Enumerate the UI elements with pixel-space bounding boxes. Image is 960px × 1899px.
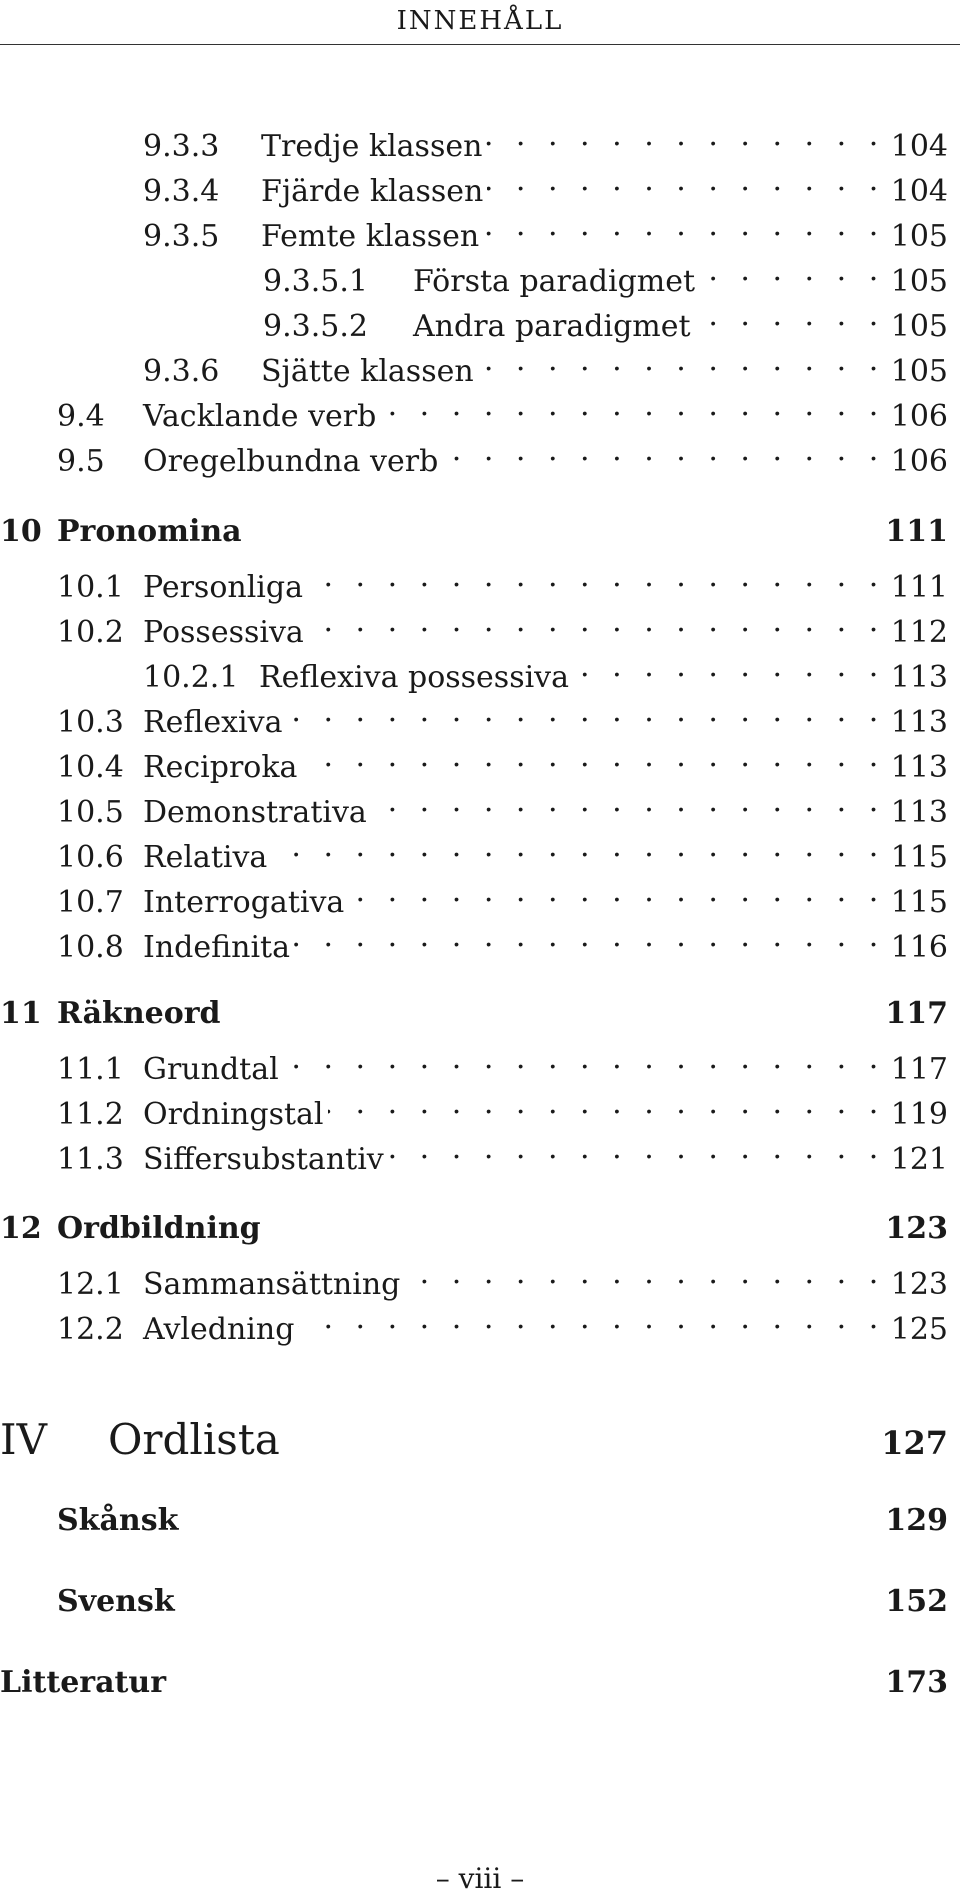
toc-title: Possessiva <box>143 615 304 650</box>
toc-chapter-title: Pronomina <box>57 514 242 549</box>
toc-leader <box>348 872 884 912</box>
toc-number: 9.3.6 <box>143 354 220 389</box>
toc-entry[interactable] <box>57 782 948 830</box>
toc-page: 113 <box>890 705 948 740</box>
toc-number: 10.2.1 <box>143 660 239 695</box>
toc-page: 104 <box>890 129 948 164</box>
toc-title: Sammansättning <box>143 1267 401 1302</box>
toc-title: Relativa <box>143 840 268 875</box>
toc-part-page: 127 <box>881 1424 948 1462</box>
toc-page: 115 <box>890 840 948 875</box>
toc-leader <box>271 827 884 867</box>
toc-leader <box>695 296 885 336</box>
toc-entry[interactable] <box>57 1039 948 1087</box>
toc-entry[interactable] <box>57 1254 948 1302</box>
toc-chapter-page: 129 <box>885 1503 948 1538</box>
toc-chapter-title: Svensk <box>57 1584 175 1619</box>
toc-title: Personliga <box>143 570 303 605</box>
toc-entry[interactable] <box>57 917 948 965</box>
toc-leader <box>699 251 885 291</box>
toc-number: 9.3.5.2 <box>263 309 368 344</box>
toc-title: Oregelbundna verb <box>143 444 439 479</box>
toc-leader <box>483 206 884 246</box>
toc-number: 10.6 <box>57 840 124 875</box>
toc-number: 10.1 <box>57 570 124 605</box>
toc-title: Reflexiva possessiva <box>259 660 570 695</box>
toc-page: 113 <box>890 795 948 830</box>
toc-chapter-number: 10 <box>0 514 42 549</box>
toc-leader <box>380 386 884 426</box>
toc-page: 105 <box>890 354 948 389</box>
toc-number: 10.8 <box>57 930 124 965</box>
toc-entry[interactable] <box>143 116 948 164</box>
toc-chapter[interactable] <box>0 512 948 552</box>
toc-chapter-number: 12 <box>0 1211 42 1246</box>
toc-part[interactable] <box>0 1412 948 1468</box>
toc-chapter-page: 152 <box>885 1584 948 1619</box>
toc-title: Vacklande verb <box>143 399 377 434</box>
toc-entry[interactable] <box>57 872 948 920</box>
toc-page: 106 <box>890 444 948 479</box>
toc-part-title: Ordlista <box>108 1415 280 1464</box>
toc-leader <box>298 1299 884 1339</box>
toc-section-skansk[interactable] <box>57 1501 948 1541</box>
toc-leader <box>442 431 884 471</box>
toc-title: Reciproka <box>143 750 298 785</box>
toc-leader <box>388 1129 885 1169</box>
toc-chapter-page: 117 <box>885 996 948 1031</box>
toc-entry[interactable] <box>57 602 948 650</box>
toc-number: 9.5 <box>57 444 105 479</box>
toc-chapter-page: 173 <box>885 1665 948 1700</box>
toc-page: 104 <box>890 174 948 209</box>
toc-chapter[interactable] <box>0 994 948 1034</box>
toc-chapter-title: Räkneord <box>57 996 221 1031</box>
toc-leader <box>328 1084 885 1124</box>
toc-page: 113 <box>890 660 948 695</box>
header-rule <box>0 44 960 45</box>
toc-page: 105 <box>890 264 948 299</box>
toc-title: Reflexiva <box>143 705 283 740</box>
toc-leader <box>286 692 884 732</box>
toc-entry[interactable] <box>57 737 948 785</box>
toc-number: 11.1 <box>57 1052 124 1087</box>
toc-entry[interactable] <box>143 341 948 389</box>
toc-leader <box>487 161 884 201</box>
toc-leader <box>486 116 884 156</box>
toc-number: 12.1 <box>57 1267 124 1302</box>
toc-title: Demonstrativa <box>143 795 367 830</box>
toc-title: Tredje klassen <box>261 129 483 164</box>
toc-leader <box>294 917 885 957</box>
toc-number: 10.2 <box>57 615 124 650</box>
toc-title: Siffersubstantiv <box>143 1142 384 1177</box>
toc-entry[interactable] <box>143 206 948 254</box>
toc-page: 111 <box>890 570 948 605</box>
toc-page: 125 <box>890 1312 948 1347</box>
toc-title: Sjätte klassen <box>261 354 474 389</box>
running-head: INNEHÅLL <box>396 6 564 36</box>
toc-section-svensk[interactable] <box>57 1582 948 1622</box>
toc-title: Andra paradigmet <box>413 309 691 344</box>
toc-title: Femte klassen <box>261 219 480 254</box>
toc-page: 112 <box>890 615 948 650</box>
toc-page: 106 <box>890 399 948 434</box>
toc-number: 9.3.5 <box>143 219 220 254</box>
toc-number: 9.4 <box>57 399 105 434</box>
toc-chapter-number: 11 <box>0 996 42 1031</box>
toc-entry[interactable] <box>57 1129 948 1177</box>
toc-leader <box>573 647 885 687</box>
toc-number: 9.3.3 <box>143 129 220 164</box>
toc-title: Indefinita <box>143 930 290 965</box>
toc-entry[interactable] <box>57 827 948 875</box>
toc-entry[interactable] <box>143 647 948 695</box>
toc-leader <box>308 602 885 642</box>
toc-title: Grundtal <box>143 1052 279 1087</box>
toc-leader <box>307 557 885 597</box>
toc-page: 113 <box>890 750 948 785</box>
toc-entry[interactable] <box>57 1299 948 1347</box>
toc-chapter-title: Litteratur <box>0 1665 167 1700</box>
toc-title: Avledning <box>143 1312 295 1347</box>
toc-number: 10.7 <box>57 885 124 920</box>
toc-page: 116 <box>890 930 948 965</box>
toc-entry[interactable] <box>57 692 948 740</box>
toc-page: 105 <box>890 309 948 344</box>
toc-entry[interactable] <box>57 386 948 434</box>
toc-number: 10.5 <box>57 795 124 830</box>
toc-chapter-page: 111 <box>885 514 948 549</box>
toc-number: 9.3.5.1 <box>263 264 368 299</box>
toc-entry[interactable] <box>143 161 948 209</box>
toc-number: 10.4 <box>57 750 124 785</box>
toc-entry[interactable] <box>57 557 948 605</box>
toc-leader <box>301 737 884 777</box>
toc-chapter-title: Skånsk <box>57 1503 179 1538</box>
toc-part-number: IV <box>0 1415 47 1464</box>
toc-page: 121 <box>890 1142 948 1177</box>
toc-page: 105 <box>890 219 948 254</box>
toc-entry[interactable] <box>57 431 948 479</box>
toc-section-litteratur[interactable] <box>0 1663 948 1703</box>
toc-leader <box>371 782 885 822</box>
toc-leader <box>478 341 885 381</box>
toc-page: 115 <box>890 885 948 920</box>
toc-chapter-title: Ordbildning <box>57 1211 261 1246</box>
toc-page: 117 <box>890 1052 948 1087</box>
toc-page: 119 <box>890 1097 948 1132</box>
toc-leader <box>283 1039 885 1079</box>
toc-number: 9.3.4 <box>143 174 220 209</box>
page-number: – viii – <box>435 1862 525 1895</box>
toc-entry[interactable] <box>263 296 948 344</box>
toc-leader <box>404 1254 884 1294</box>
toc-number: 11.3 <box>57 1142 124 1177</box>
toc-number: 11.2 <box>57 1097 124 1132</box>
toc-chapter-page: 123 <box>885 1211 948 1246</box>
toc-entry[interactable] <box>57 1084 948 1132</box>
toc-entry[interactable] <box>263 251 948 299</box>
toc-title: Första paradigmet <box>413 264 696 299</box>
toc-number: 10.3 <box>57 705 124 740</box>
toc-title: Interrogativa <box>143 885 345 920</box>
toc-number: 12.2 <box>57 1312 124 1347</box>
toc-chapter[interactable] <box>0 1209 948 1249</box>
toc-page: 123 <box>890 1267 948 1302</box>
toc-title: Fjärde klassen <box>261 174 484 209</box>
toc-title: Ordningstal <box>143 1097 324 1132</box>
